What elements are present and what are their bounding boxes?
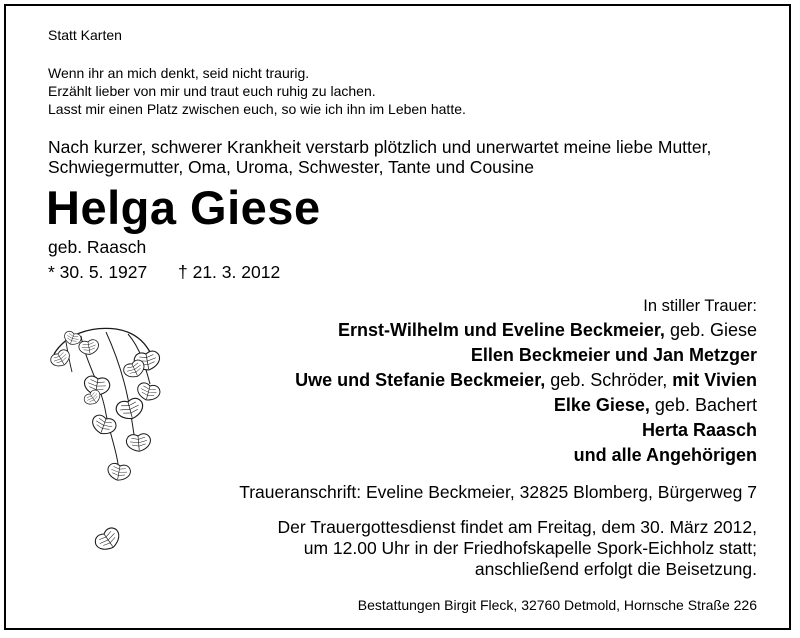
announcement-line-2: Schwiegermutter, Oma, Uroma, Schwester, Tante und Cousine bbox=[48, 157, 535, 177]
statt-karten-label: Statt Karten bbox=[48, 27, 122, 43]
death-date: † 21. 3. 2012 bbox=[178, 262, 281, 282]
poem-line-2: Erzählt lieber von mir und traut euch ruhig zu lachen. bbox=[48, 83, 376, 99]
mourner-row-6 bbox=[574, 443, 757, 468]
obituary-notice bbox=[4, 4, 791, 630]
service-line-3: anschließend erfolgt die Beisetzung. bbox=[474, 559, 757, 579]
mourner-row-5 bbox=[642, 418, 757, 443]
birth-date: * 30. 5. 1927 bbox=[48, 262, 148, 282]
birch-branch-icon bbox=[46, 324, 176, 574]
mourner-row-3 bbox=[295, 368, 757, 393]
service-line-1: Der Trauergottesdienst findet am Freitag, dem 30. März 2012, bbox=[277, 517, 757, 537]
mourner-3-child: mit Vivien bbox=[672, 370, 757, 390]
mourner-row-2 bbox=[471, 343, 757, 368]
mourner-row-4 bbox=[554, 393, 757, 418]
mourner-1-names: Ernst-Wilhelm und Eveline Beckmeier, bbox=[337, 320, 665, 340]
poem-line-3: Lasst mir einen Platz zwischen euch, so wie ich ihn im Leben hatte. bbox=[48, 101, 466, 117]
mourners-intro: In stiller Trauer: bbox=[643, 297, 757, 315]
mourning-address: Traueranschrift: Eveline Beckmeier, 32825 Blomberg, Bürgerweg 7 bbox=[239, 482, 757, 502]
mourner-2-names: Ellen Beckmeier und Jan Metzger bbox=[470, 345, 757, 365]
mourner-5-names: Herta Raasch bbox=[641, 420, 757, 440]
undertaker-info: Bestattungen Birgit Fleck, 32760 Detmold, Hornsche Straße 226 bbox=[357, 597, 757, 613]
birth-name: geb. Raasch bbox=[48, 237, 147, 257]
announcement-line-1: Nach kurzer, schwerer Krankheit verstarb plötzlich und unerwartet meine liebe Mutter, bbox=[48, 137, 712, 157]
poem-line-1: Wenn ihr an mich denkt, seid nicht traurig. bbox=[48, 65, 310, 81]
mourner-3-birthname: geb. Schröder, bbox=[545, 370, 673, 390]
mourner-1-birthname: geb. Giese bbox=[664, 320, 757, 340]
mourner-4-birthname: geb. Bachert bbox=[649, 395, 757, 415]
mourner-4-names: Elke Giese, bbox=[553, 395, 650, 415]
service-line-2: um 12.00 Uhr in der Friedhofskapelle Spork-Eichholz statt; bbox=[303, 538, 757, 558]
mourner-3-names: Uwe und Stefanie Beckmeier, bbox=[295, 370, 546, 390]
mourner-6-names: und alle Angehörigen bbox=[573, 445, 757, 465]
mourner-row-1 bbox=[338, 318, 757, 343]
deceased-name: Helga Giese bbox=[46, 181, 321, 234]
